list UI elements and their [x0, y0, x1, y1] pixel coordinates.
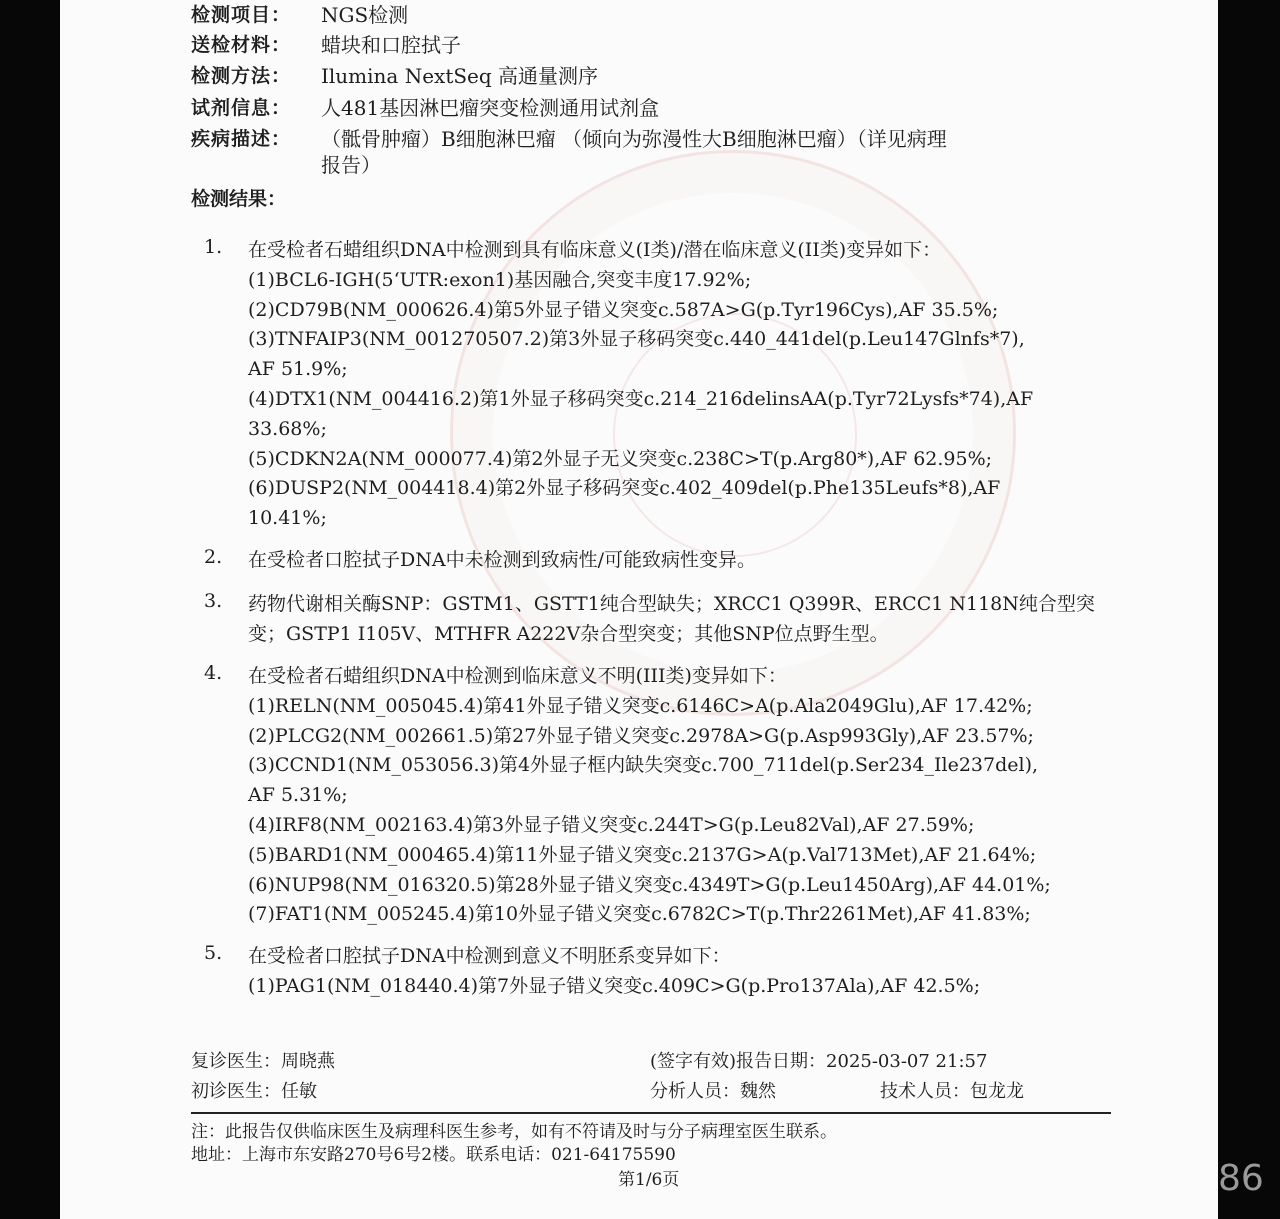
report-page	[60, 0, 1218, 1219]
section-line: (1)PAG1(NM_018440.4)第7外显子错义突变c.409C>G(p.Pro137Ala),AF 42.5%;	[248, 974, 981, 997]
report-date: (签字有效)报告日期：2025-03-07 21:57	[650, 1051, 988, 1072]
section-line: AF 5.31%;	[248, 784, 348, 807]
header-label: 试剂信息：	[191, 97, 292, 119]
first-doctor: 初诊医生：任敏	[191, 1081, 317, 1102]
section-line: 在受检者石蜡组织DNA中检测到临床意义不明(III类)变异如下：	[248, 665, 787, 687]
technician: 技术人员：包龙龙	[880, 1081, 1024, 1102]
result-title: 检测结果：	[191, 188, 287, 210]
section-line: (7)FAT1(NM_005245.4)第10外显子错义突变c.6782C>T(p.Thr2261Met),AF 41.83%;	[248, 903, 1031, 926]
section-line: (2)CD79B(NM_000626.4)第5外显子错义突变c.587A>G(p.Tyr196Cys),AF 35.5%;	[248, 298, 999, 321]
header-value-continued: 报告）	[321, 153, 381, 177]
section-number: 1.	[204, 236, 223, 258]
header-value: （骶骨肿瘤）B细胞淋巴瘤 （倾向为弥漫性大B细胞淋巴瘤）（详见病理	[321, 127, 947, 151]
report-note: 注：此报告仅供临床医生及病理科医生参考，如有不符请及时与分子病理室医生联系。	[191, 1122, 837, 1142]
section-line: 33.68%;	[248, 417, 327, 440]
section-line: 在受检者口腔拭子DNA中未检测到致病性/可能致病性变异。	[248, 549, 756, 571]
section-line: (4)IRF8(NM_002163.4)第3外显子错义突变c.244T>G(p.Leu82Val),AF 27.59%;	[248, 813, 975, 836]
section-body	[248, 236, 1118, 534]
section-line: (1)BCL6-IGH(5‘UTR:exon1)基因融合,突变丰度17.92%;	[248, 268, 752, 291]
section-line: (2)PLCG2(NM_002661.5)第27外显子错义突变c.2978A>G(p.Asp993Gly),AF 23.57%;	[248, 724, 1034, 747]
section-body	[248, 590, 1118, 650]
page-number: 第1/6页	[618, 1170, 680, 1190]
section-line: (1)RELN(NM_005045.4)第41外显子错义突变c.6146C>A(p.Ala2049Glu),AF 17.42%;	[248, 694, 1033, 717]
header-value: NGS检测	[321, 3, 409, 27]
section-body	[248, 942, 1118, 1002]
section-line: 药物代谢相关酶SNP：GSTM1、GSTT1纯合型缺失；XRCC1 Q399R、ERCC1 N118N纯合型突	[248, 593, 1095, 615]
section-number: 4.	[204, 662, 223, 684]
section-line: AF 51.9%;	[248, 358, 348, 381]
section-line: 10.41%;	[248, 507, 327, 530]
section-number: 3.	[204, 590, 223, 612]
section-line: 变；GSTP1 I105V、MTHFR A222V杂合型突变；其他SNP位点野生型。	[248, 622, 889, 645]
section-body	[248, 662, 1118, 930]
section-number: 2.	[204, 546, 223, 568]
address-line: 地址：上海市东安路270号6号2楼。联系电话：021-64175590	[191, 1145, 676, 1165]
section-body	[248, 546, 1118, 576]
section-line: (6)NUP98(NM_016320.5)第28外显子错义突变c.4349T>G(p.Leu1450Arg),AF 44.01%;	[248, 873, 1051, 896]
analyst: 分析人员：魏然	[650, 1081, 776, 1102]
section-line: 在受检者口腔拭子DNA中检测到意义不明胚系变异如下：	[248, 945, 731, 967]
header-value: Ilumina NextSeq 高通量测序	[321, 64, 599, 88]
edge-page-counter: 86	[1218, 1158, 1264, 1199]
header-label: 检测方法：	[191, 65, 292, 87]
review-doctor: 复诊医生：周晓燕	[191, 1051, 335, 1072]
section-line: (3)CCND1(NM_053056.3)第4外显子框内缺失突变c.700_711del(p.Ser234_Ile237del),	[248, 754, 1039, 777]
header-value: 人481基因淋巴瘤突变检测通用试剂盒	[321, 96, 660, 120]
footer-divider	[191, 1112, 1111, 1114]
section-line: 在受检者石蜡组织DNA中检测到具有临床意义(I类)/潜在临床意义(II类)变异如下：	[248, 239, 942, 261]
section-line: (3)TNFAIP3(NM_001270507.2)第3外显子移码突变c.440_441del(p.Leu147Glnfs*7),	[248, 328, 1025, 351]
section-line: (5)CDKN2A(NM_000077.4)第2外显子无义突变c.238C>T(p.Arg80*),AF 62.95%;	[248, 447, 993, 470]
header-label: 送检材料：	[191, 34, 292, 56]
section-line: (5)BARD1(NM_000465.4)第11外显子错义突变c.2137G>A(p.Val713Met),AF 21.64%;	[248, 843, 1037, 866]
section-line: (6)DUSP2(NM_004418.4)第2外显子移码突变c.402_409del(p.Phe135Leufs*8),AF	[248, 477, 1001, 500]
header-label: 检测项目：	[191, 4, 292, 26]
section-number: 5.	[204, 942, 223, 964]
header-value: 蜡块和口腔拭子	[321, 33, 461, 57]
header-label: 疾病描述：	[191, 128, 292, 150]
section-line: (4)DTX1(NM_004416.2)第1外显子移码突变c.214_216delinsAA(p.Tyr72Lysfs*74),AF	[248, 387, 1034, 410]
